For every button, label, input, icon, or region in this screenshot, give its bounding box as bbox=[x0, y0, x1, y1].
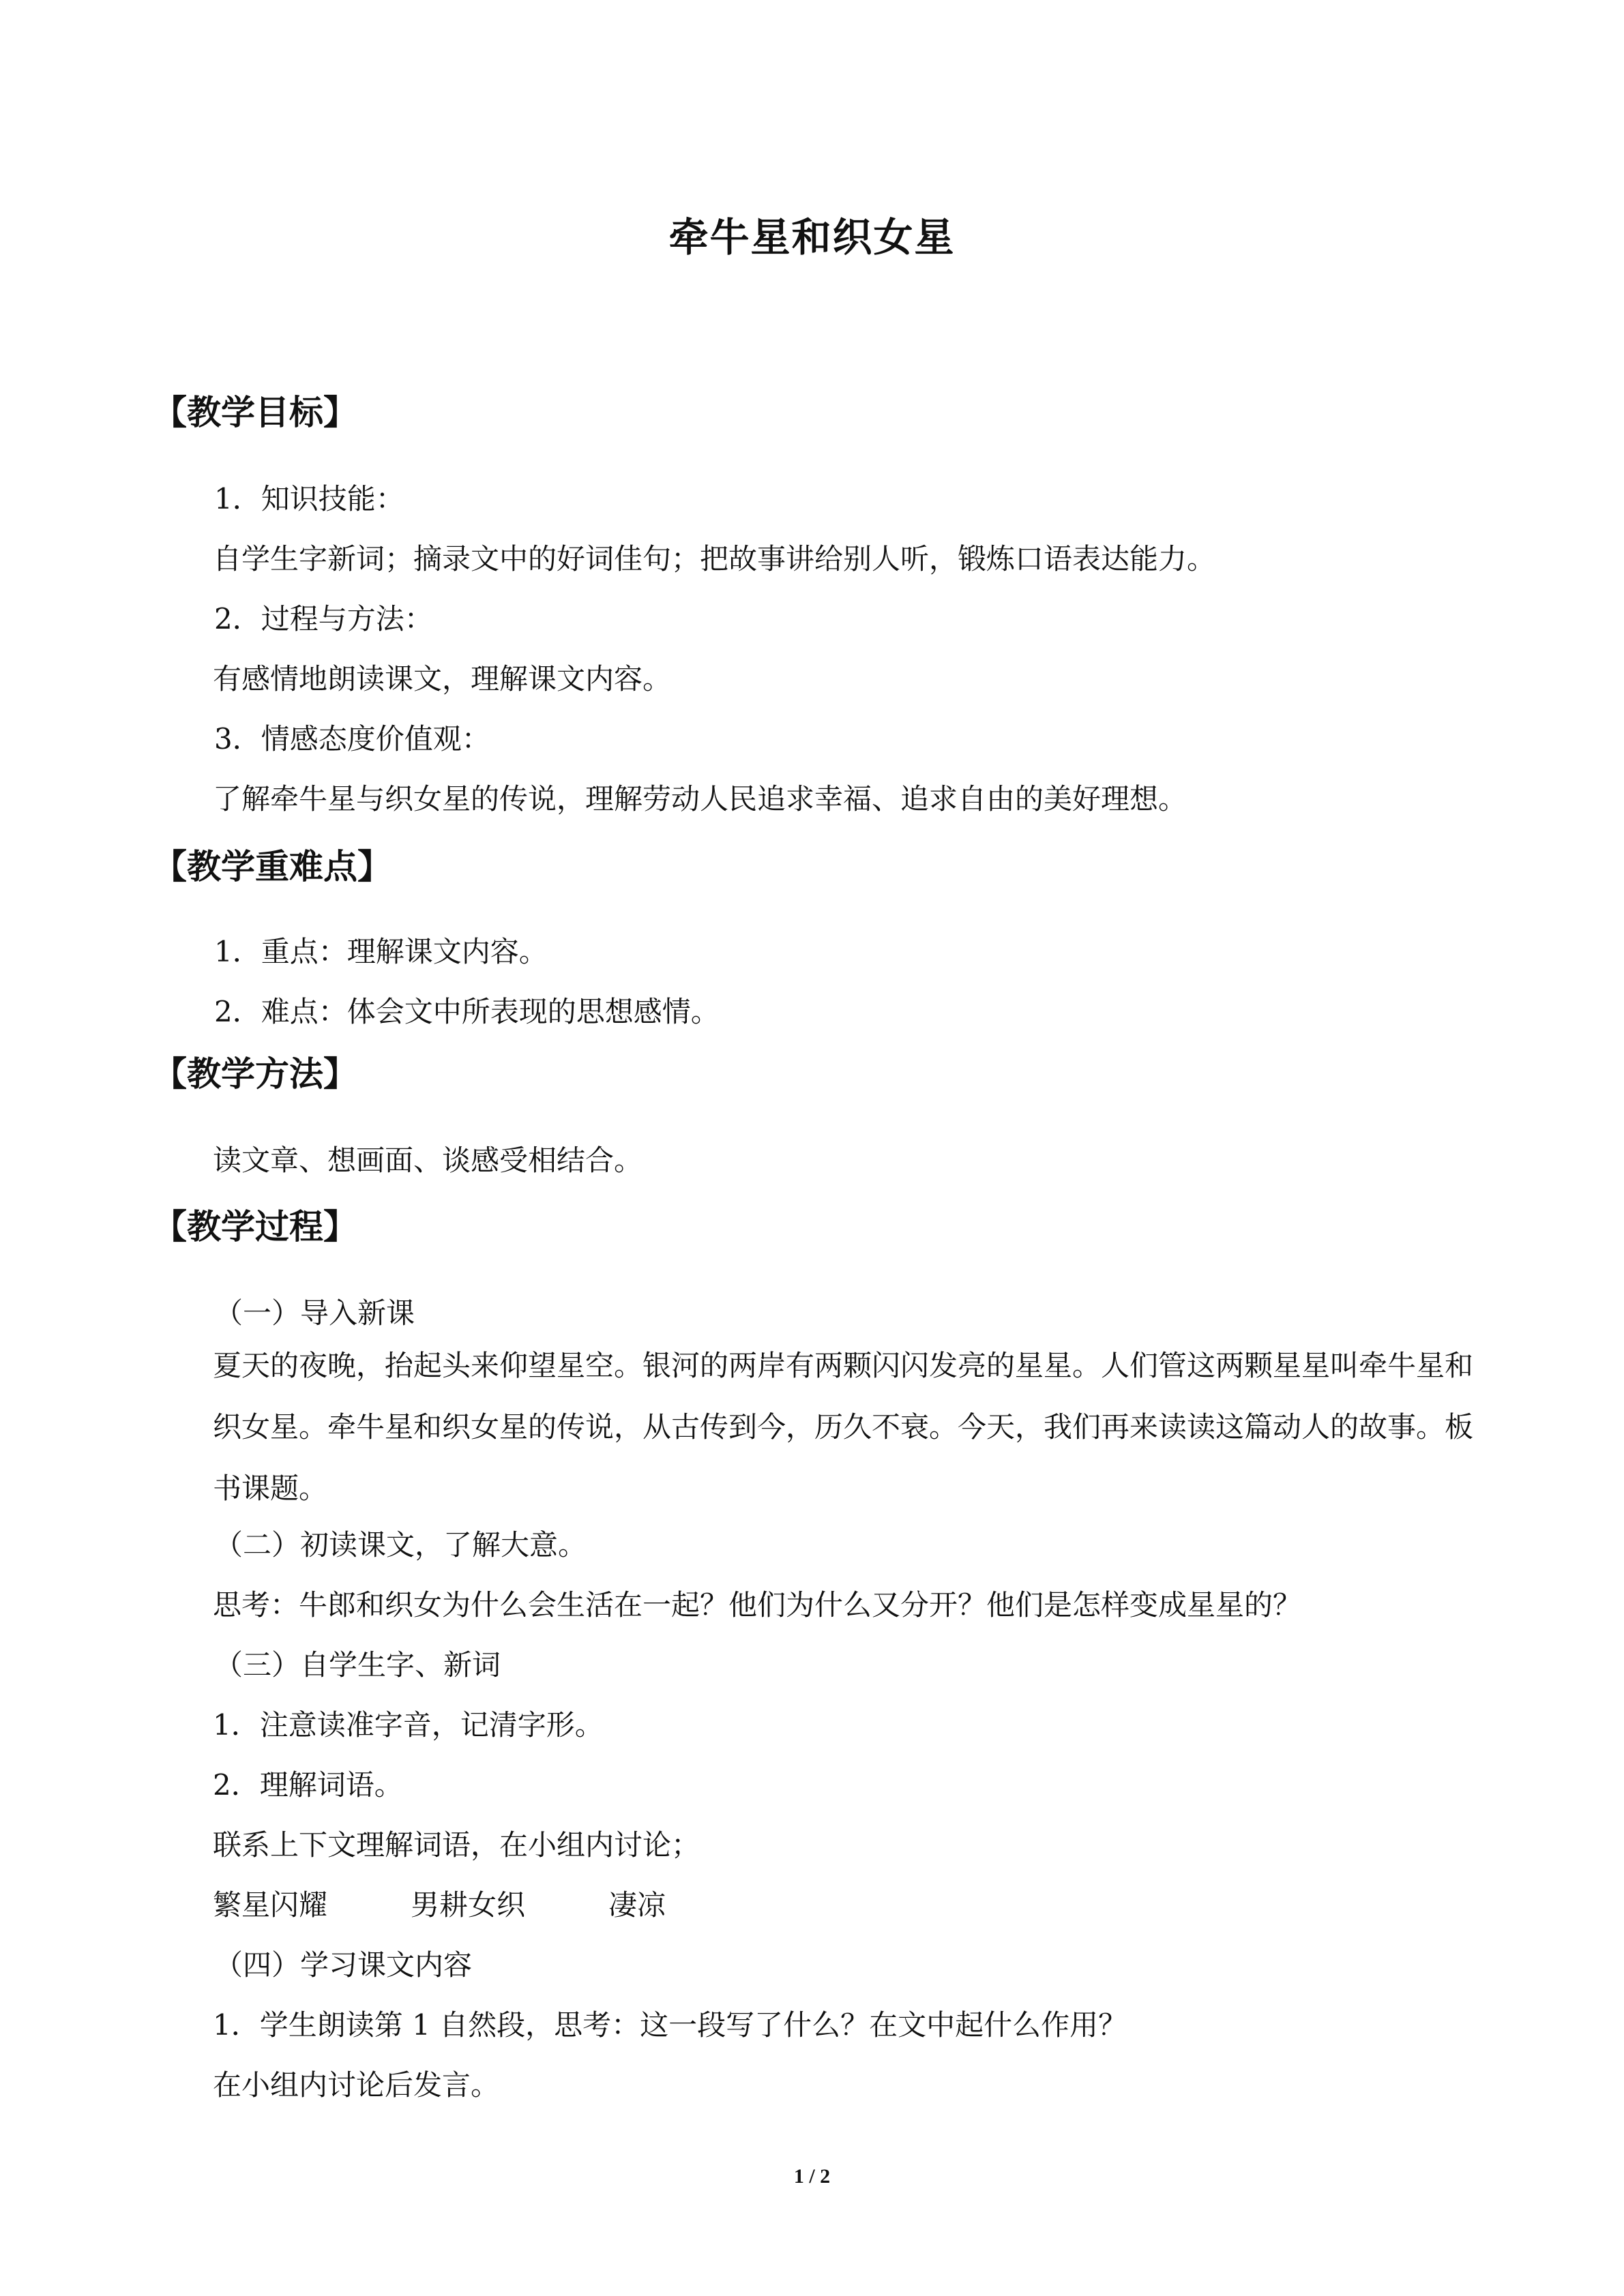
vocabulary-terms bbox=[213, 1885, 666, 1926]
document-title: 牵牛星和织女星 bbox=[668, 214, 956, 260]
process-step-3: （三）自学生字、新词 bbox=[214, 1648, 501, 1682]
process-step-4-item-1: 1．学生朗读第 1 自然段，思考：这一段写了什么？在文中起什么作用？ bbox=[213, 2008, 1127, 2042]
heading-process: 【教学过程】 bbox=[153, 1207, 357, 1247]
process-step-4: （四）学习课文内容 bbox=[214, 1948, 473, 1982]
process-step-2-text: 思考：牛郎和织女为什么会生活在一起？他们为什么又分开？他们是怎样变成星星的？ bbox=[213, 1588, 1302, 1622]
method-line-1: 读文章、想画面、谈感受相结合。 bbox=[213, 1144, 643, 1177]
objective-line-2: 自学生字新词；摘录文中的好词佳句；把故事讲给别人听，锻炼口语表达能力。 bbox=[213, 542, 1216, 576]
process-step-3-item-3: 联系上下文理解词语，在小组内讨论； bbox=[213, 1828, 700, 1862]
heading-key-points: 【教学重难点】 bbox=[153, 847, 392, 886]
process-step-2: （二）初读课文，了解大意。 bbox=[214, 1528, 587, 1562]
process-step-1: （一）导入新课 bbox=[214, 1296, 415, 1330]
process-step-4-item-2: 在小组内讨论后发言。 bbox=[213, 2068, 500, 2102]
objective-line-3: 2．过程与方法： bbox=[214, 602, 433, 636]
objective-line-1: 1．知识技能： bbox=[214, 482, 404, 516]
heading-methods: 【教学方法】 bbox=[153, 1054, 357, 1094]
vocabulary-term: 繁星闪耀 bbox=[213, 1888, 328, 1922]
process-step-1-text: 夏天的夜晚，抬起头来仰望星空。银河的两岸有两颗闪闪发亮的星星。人们管这两颗星星叫牵牛星和织女星。牵牛星和织女星的传说，从古传到今，历久不衰。今天，我们再来读读这篇动人的故事。板书课题。 bbox=[213, 1349, 1474, 1505]
process-step-3-item-1: 1．注意读准字音，记清字形。 bbox=[213, 1708, 604, 1742]
vocabulary-term: 男耕女织 bbox=[411, 1888, 526, 1922]
objective-line-4: 有感情地朗读课文，理解课文内容。 bbox=[213, 662, 672, 696]
heading-objectives: 【教学目标】 bbox=[153, 393, 357, 432]
key-point-line-1: 1．重点：理解课文内容。 bbox=[214, 935, 548, 968]
key-point-line-2: 2．难点：体会文中所表现的思想感情。 bbox=[214, 995, 720, 1028]
page-number: 1 / 2 bbox=[793, 2165, 831, 2188]
objective-line-5: 3．情感态度价值观： bbox=[214, 722, 490, 756]
vocabulary-term: 凄凉 bbox=[608, 1888, 666, 1922]
objective-line-6: 了解牵牛星与织女星的传说，理解劳动人民追求幸福、追求自由的美好理想。 bbox=[213, 782, 1187, 816]
process-step-3-item-2: 2．理解词语。 bbox=[213, 1768, 403, 1802]
